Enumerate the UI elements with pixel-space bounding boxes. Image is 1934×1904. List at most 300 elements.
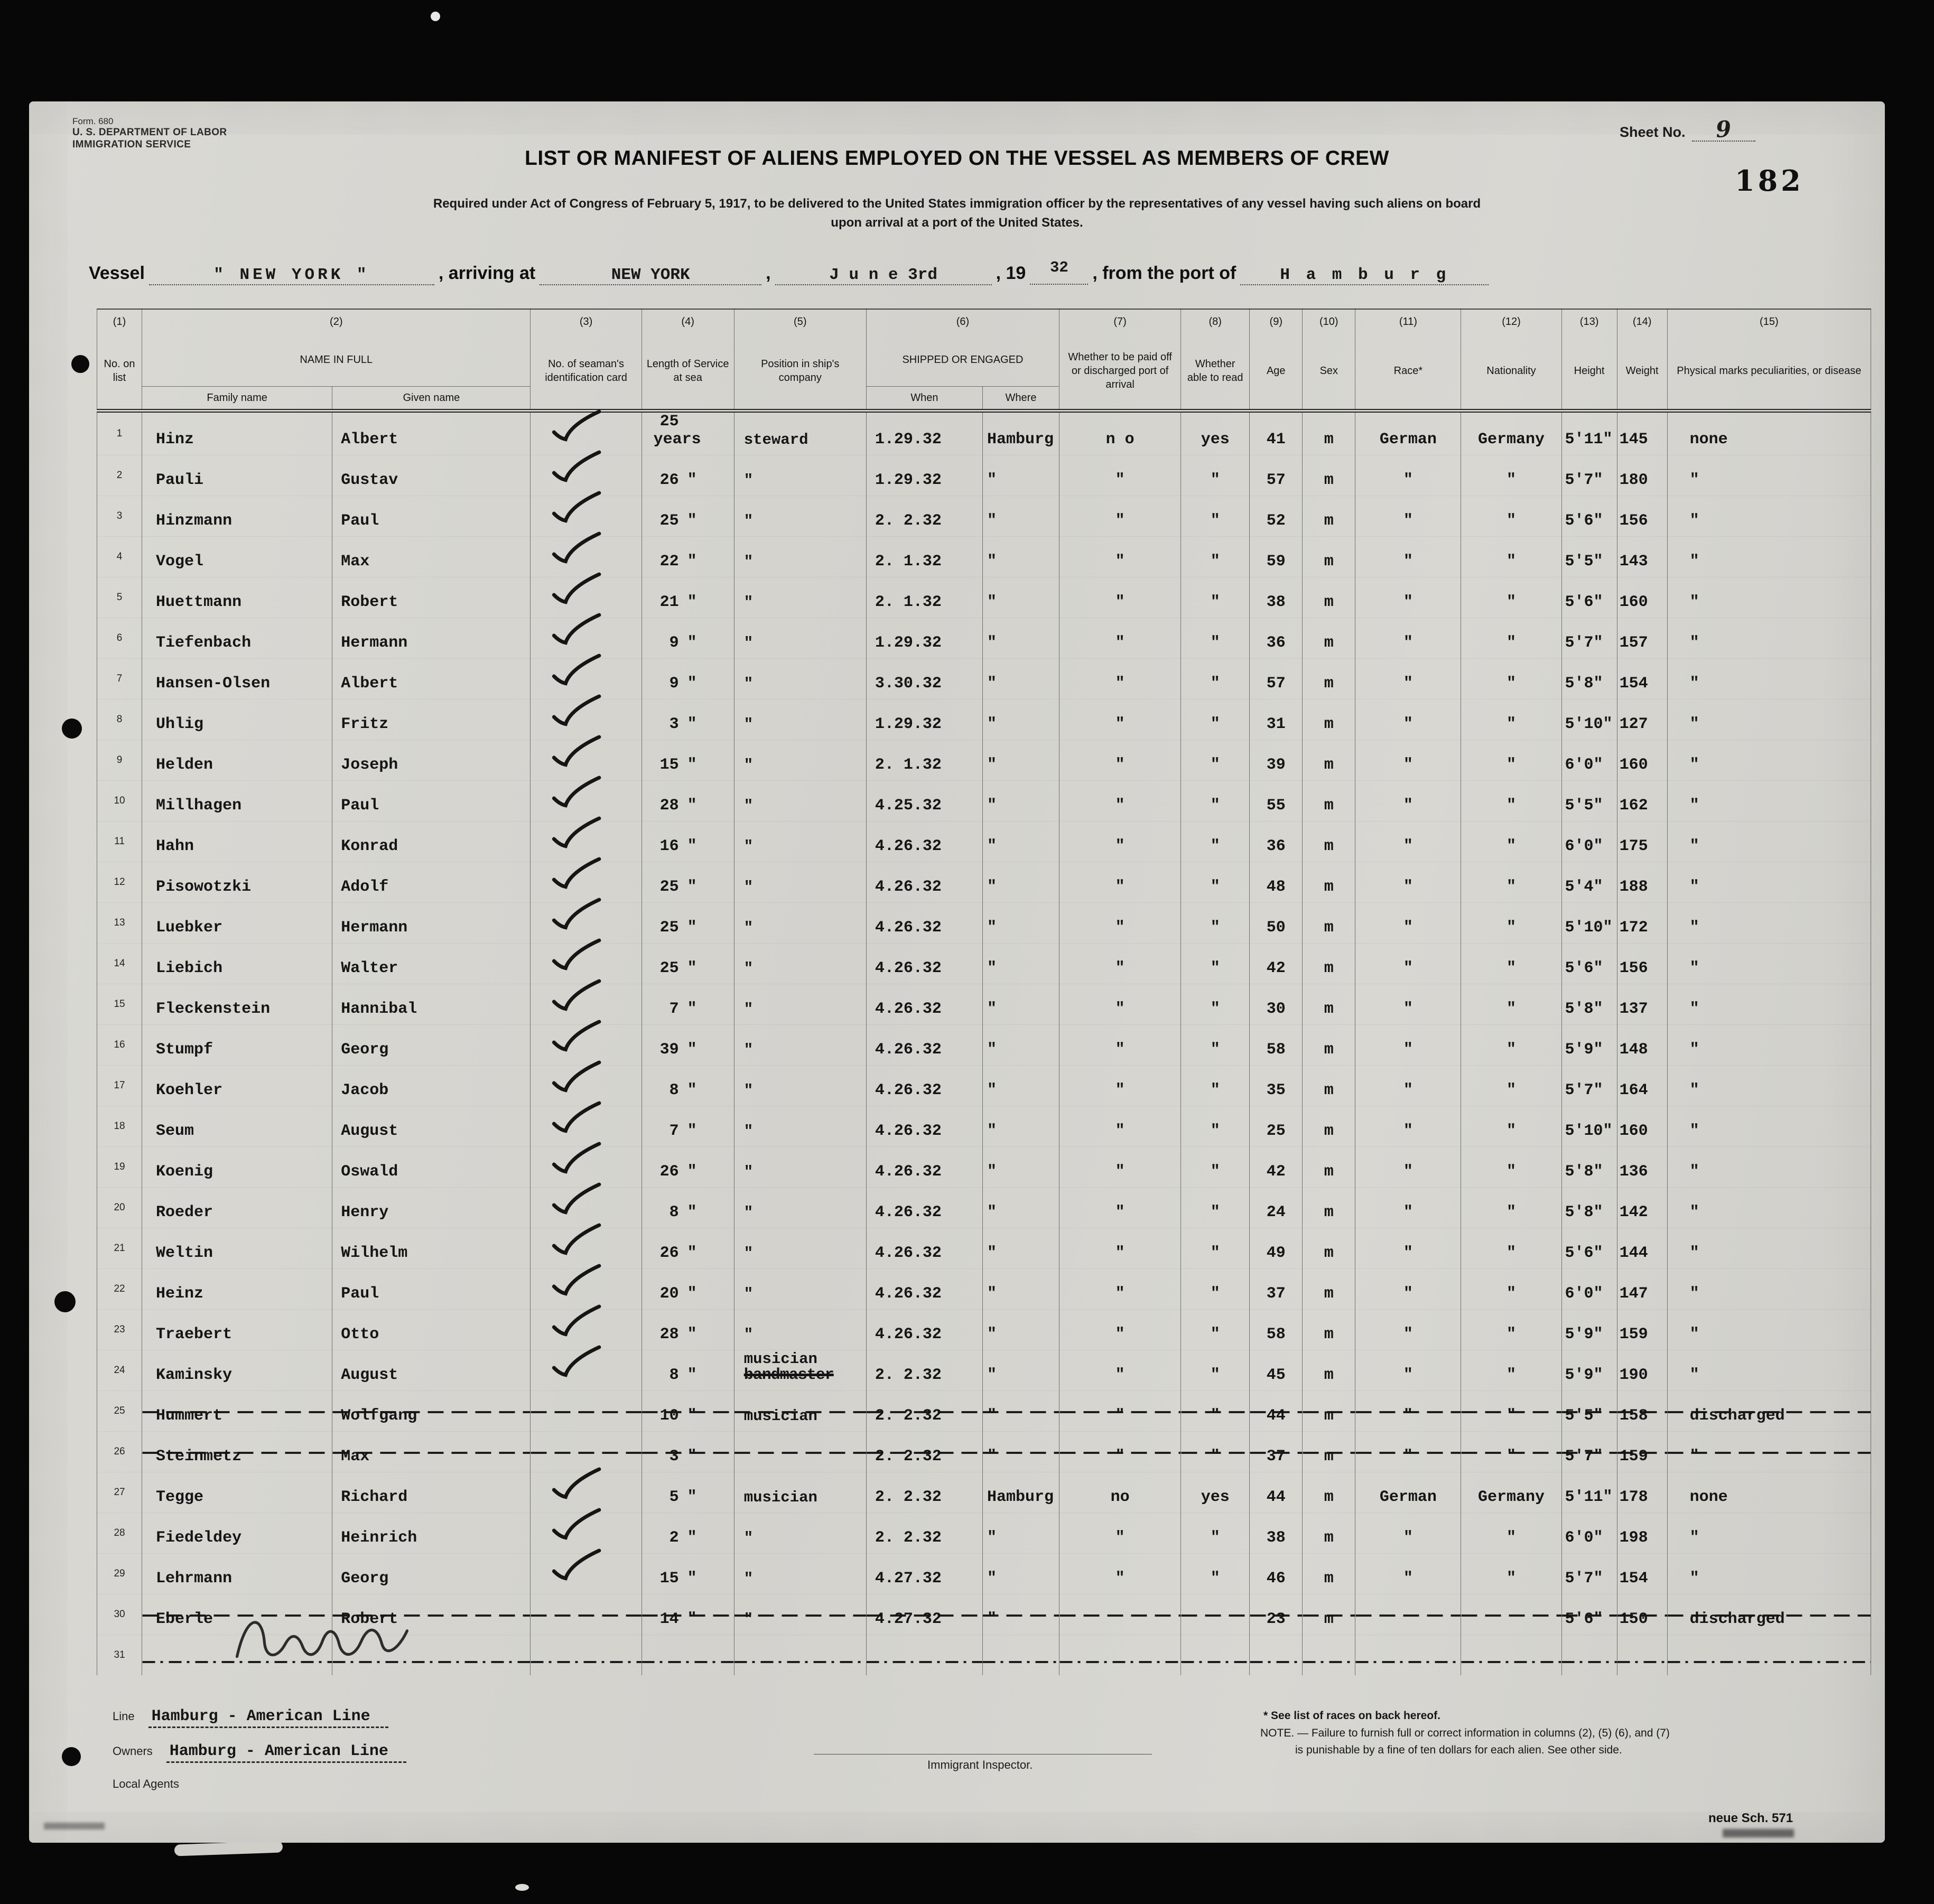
cell (97, 1268, 142, 1309)
cell (1059, 1106, 1181, 1146)
cell-paid: " (1115, 837, 1125, 855)
cell (332, 577, 531, 618)
cell (1617, 1431, 1667, 1472)
cell-race: " (1403, 1203, 1413, 1221)
cell (97, 902, 142, 943)
cell (97, 943, 142, 984)
cell (97, 1390, 142, 1431)
cell-sex: m (1324, 1162, 1334, 1181)
col-num-1: (1) (97, 309, 142, 333)
cell (1181, 410, 1250, 455)
cell (1667, 1553, 1871, 1594)
cell (1461, 1309, 1561, 1350)
cell-no: 31 (114, 1649, 125, 1660)
cell-no: 18 (114, 1120, 125, 1132)
cell (1250, 1268, 1303, 1309)
cell (1617, 1268, 1667, 1309)
cell (142, 1309, 332, 1350)
cell (1059, 455, 1181, 496)
cell (641, 1309, 734, 1350)
cell-height: 5'5" (1565, 796, 1603, 815)
cell-marks: " (1689, 552, 1699, 571)
table-row (97, 1187, 1871, 1228)
cell (734, 1635, 866, 1675)
cell (332, 1390, 531, 1431)
col-num-5: (5) (734, 309, 866, 333)
cell (1667, 496, 1871, 536)
cell (641, 1635, 734, 1675)
cell (531, 1065, 641, 1106)
table-row (97, 1228, 1871, 1268)
cell-paid: " (1115, 878, 1125, 896)
cell (1617, 577, 1667, 618)
cell-where: " (987, 959, 997, 977)
cell (1303, 780, 1355, 821)
cell-read: " (1210, 552, 1220, 571)
cell (332, 821, 531, 862)
cell (332, 1146, 531, 1187)
cell (641, 1106, 734, 1146)
table-row (97, 1553, 1871, 1594)
cell-nationality: " (1506, 1162, 1516, 1181)
cell-paid: " (1115, 1528, 1125, 1547)
cell (641, 1268, 734, 1309)
cell-service-unit: " (687, 1081, 697, 1099)
checkmark-icon (550, 1546, 605, 1588)
cell (1181, 1594, 1250, 1635)
cell-position-main: " (743, 838, 754, 856)
cell (1059, 1268, 1181, 1309)
cell (1181, 536, 1250, 577)
cell-sex: m (1324, 1528, 1334, 1547)
vessel-name-blank (149, 266, 434, 285)
col-header-no-on-list: No. on list (97, 333, 142, 410)
cell (97, 1228, 142, 1268)
cell-when: 2. 1.32 (875, 593, 942, 611)
cell (1303, 455, 1355, 496)
sheet-number-handwritten: 9 (1715, 116, 1732, 143)
cell-age: 24 (1266, 1203, 1286, 1221)
penalty-note-line-1: NOTE. — Failure to furnish full or correct information in columns (2), (5) (6), and (7) (1260, 1726, 1670, 1739)
cell (866, 943, 982, 984)
cell (1250, 1146, 1303, 1187)
checkmark-icon (550, 570, 605, 612)
cell (1561, 1635, 1617, 1675)
cell (1303, 1635, 1355, 1675)
page-title: LIST OR MANIFEST OF ALIENS EMPLOYED ON THE VESSEL AS MEMBERS OF CREW (525, 147, 1389, 170)
cell-height: 5'6" (1565, 593, 1603, 611)
cell (866, 1553, 982, 1594)
cell-height: 5'11" (1565, 1488, 1613, 1506)
cell (866, 658, 982, 699)
cell-given: Joseph (341, 755, 398, 774)
cell (332, 1065, 531, 1106)
cell (332, 780, 531, 821)
cell-age: 45 (1266, 1366, 1286, 1384)
cell-height: 5'4" (1565, 878, 1603, 896)
cell (1181, 780, 1250, 821)
cell (97, 618, 142, 658)
cell (1461, 1146, 1561, 1187)
cell (641, 862, 734, 902)
cell-no: 7 (116, 673, 123, 684)
cell (734, 410, 866, 455)
cell-read: " (1210, 1528, 1220, 1547)
cell (1561, 1594, 1617, 1635)
cell-marks: " (1689, 755, 1699, 774)
cell-when: 4.26.32 (875, 1244, 942, 1262)
cell-age: 42 (1266, 959, 1286, 977)
cell-weight: 137 (1619, 1000, 1648, 1018)
cell (1667, 902, 1871, 943)
cell-nationality: " (1506, 1447, 1516, 1466)
cell (97, 1106, 142, 1146)
cell-where: " (987, 755, 997, 774)
cell (1250, 410, 1303, 455)
cell-read: " (1210, 1040, 1220, 1059)
cell-age: 39 (1266, 755, 1286, 774)
cell-marks: " (1689, 1040, 1699, 1059)
cell-when: 4.26.32 (875, 1284, 942, 1303)
cell (641, 1065, 734, 1106)
cell (142, 1431, 332, 1472)
cell-service-unit: " (687, 1447, 697, 1466)
cell (1181, 984, 1250, 1024)
cell (641, 618, 734, 658)
cell-read: " (1210, 755, 1220, 774)
cell (1355, 984, 1461, 1024)
cell-family: Liebich (156, 959, 223, 977)
cell (332, 1106, 531, 1146)
cell-service-unit: " (687, 959, 697, 977)
cell-read: " (1210, 633, 1220, 652)
cell-weight: 157 (1619, 633, 1648, 652)
cell (1355, 1146, 1461, 1187)
cell-where: Hamburg (987, 430, 1054, 449)
cell-read: " (1210, 1000, 1220, 1018)
cell-no: 29 (114, 1567, 125, 1579)
cell-when: 4.26.32 (875, 959, 942, 977)
cell-weight: 178 (1619, 1488, 1648, 1506)
cell (1355, 658, 1461, 699)
punch-hole (62, 718, 82, 739)
cell (982, 1390, 1059, 1431)
line-value: Hamburg - American Line (148, 1707, 388, 1728)
cell (531, 902, 641, 943)
cell-service-unit: " (687, 1000, 697, 1018)
cell-nationality: " (1506, 1081, 1516, 1099)
col-num-3: (3) (531, 309, 641, 333)
cell (866, 1350, 982, 1390)
cell-nationality: " (1506, 1569, 1516, 1588)
cell-nationality: " (1506, 1040, 1516, 1059)
cell (142, 1146, 332, 1187)
table-row (97, 740, 1871, 780)
table-row (97, 1513, 1871, 1553)
cell-paid: " (1115, 959, 1125, 977)
cell (142, 1024, 332, 1065)
cell-position-main: " (743, 675, 754, 693)
cell-race: " (1403, 593, 1413, 611)
cell (1250, 1553, 1303, 1594)
cell-read: " (1210, 878, 1220, 896)
cell (332, 1472, 531, 1513)
cell-position-main: " (743, 1326, 754, 1344)
cell (142, 984, 332, 1024)
cell-position-main: " (743, 960, 754, 978)
cell-given: Fritz (341, 715, 389, 733)
cell-when: 4.26.32 (875, 1081, 942, 1099)
cell (734, 1431, 866, 1472)
cell (1667, 1309, 1871, 1350)
cell (982, 1553, 1059, 1594)
cell-family: Hinz (156, 430, 194, 449)
checkmark-icon (550, 692, 605, 734)
cell (531, 1309, 641, 1350)
cell (1059, 902, 1181, 943)
cell-no: 12 (114, 876, 125, 888)
cell-service-unit: " (687, 796, 697, 815)
cell-age: 30 (1266, 1000, 1286, 1018)
cell (982, 862, 1059, 902)
table-row (97, 410, 1871, 455)
cell-read: " (1210, 1162, 1220, 1181)
cell-marks: " (1689, 1528, 1699, 1547)
cell-weight: 136 (1619, 1162, 1648, 1181)
cell-paid: " (1115, 1569, 1125, 1588)
cell-height: 6'0" (1565, 1284, 1603, 1303)
cell-family: Millhagen (156, 796, 242, 815)
cell (1303, 740, 1355, 780)
cell-paid: " (1115, 796, 1125, 815)
cell-read: " (1210, 715, 1220, 733)
cell (1617, 902, 1667, 943)
cell (1461, 1268, 1561, 1309)
cell (1250, 1390, 1303, 1431)
cell (982, 1431, 1059, 1472)
cell (531, 1472, 641, 1513)
cell-age: 55 (1266, 796, 1286, 815)
cell (1303, 577, 1355, 618)
col-header-length-of-service: Length of Service at sea (641, 333, 734, 410)
cell-sex: m (1324, 837, 1334, 855)
cell-height: 5'8" (1565, 674, 1603, 693)
cell-sex: m (1324, 918, 1334, 937)
col-num-10: (10) (1303, 309, 1355, 333)
cell-service: 26 (659, 1162, 679, 1181)
cell-given: Paul (341, 796, 379, 815)
cell (1059, 536, 1181, 577)
cell (1250, 1187, 1303, 1228)
cell-marks: " (1689, 511, 1699, 530)
cell-nationality: " (1506, 1528, 1516, 1547)
cell (734, 1594, 866, 1635)
cell-service: 25 (659, 918, 679, 937)
cell-paid: " (1115, 1447, 1125, 1466)
cell-service-unit: " (687, 1488, 697, 1506)
cell-marks: none (1689, 1488, 1728, 1506)
cell (1059, 1553, 1181, 1594)
cell-marks: none (1689, 430, 1728, 449)
cell (1059, 1187, 1181, 1228)
cell (1059, 1390, 1181, 1431)
cell-age: 31 (1266, 715, 1286, 733)
cell (734, 618, 866, 658)
table-row (97, 780, 1871, 821)
cell-where: " (987, 633, 997, 652)
cell-when: 4.26.32 (875, 1000, 942, 1018)
cell-service-unit: " (687, 552, 697, 571)
col-header-height: Height (1561, 333, 1617, 410)
cell-marks: " (1689, 1203, 1699, 1221)
cell (641, 410, 734, 455)
cell-service: 21 (659, 593, 679, 611)
cell (1461, 943, 1561, 984)
cell-given: Hannibal (341, 1000, 417, 1018)
cell-weight: 147 (1619, 1284, 1648, 1303)
cell (531, 1146, 641, 1187)
cell (97, 1635, 142, 1675)
cell (734, 1472, 866, 1513)
cell (531, 1431, 641, 1472)
cell-no: 10 (114, 795, 125, 806)
cell-read: " (1210, 796, 1220, 815)
cell (1250, 1228, 1303, 1268)
cell-height: 5'7" (1565, 1081, 1603, 1099)
cell-service: 15 (659, 755, 679, 774)
col-header-id-card: No. of seaman's identification card (531, 333, 641, 410)
cell-age: 37 (1266, 1447, 1286, 1466)
cell (1461, 699, 1561, 740)
cell (142, 740, 332, 780)
cell (332, 658, 531, 699)
cell (734, 1146, 866, 1187)
cell-no: 3 (116, 510, 123, 521)
cell (641, 577, 734, 618)
cell (1617, 821, 1667, 862)
cell (866, 455, 982, 496)
cell-given: Oswald (341, 1162, 398, 1181)
cell-where: Hamburg (987, 1488, 1054, 1506)
col-header-race: Race* (1355, 333, 1461, 410)
cell (1303, 902, 1355, 943)
cell-marks: " (1689, 959, 1699, 977)
cell (866, 536, 982, 577)
cell (1561, 1350, 1617, 1390)
owners-value: Hamburg - American Line (166, 1742, 406, 1763)
cell-given: Jacob (341, 1081, 389, 1099)
cell-no: 28 (114, 1527, 125, 1538)
cell-sex: m (1324, 633, 1334, 652)
cell (1461, 862, 1561, 902)
cell-height: 5'8" (1565, 1000, 1603, 1018)
cell-given: Wolfgang (341, 1406, 417, 1425)
cell-marks: " (1689, 878, 1699, 896)
cell-position-main: musician (743, 1350, 817, 1368)
cell-position-main: " (743, 757, 754, 774)
cell-race: " (1403, 1406, 1413, 1425)
cell (1181, 1553, 1250, 1594)
cell (97, 1187, 142, 1228)
cell-no: 6 (116, 632, 123, 643)
cell (1181, 699, 1250, 740)
cell-where: " (987, 1406, 997, 1425)
cell-no: 24 (114, 1364, 125, 1376)
cell (531, 780, 641, 821)
cell-position-main: " (743, 1163, 754, 1181)
cell (1561, 1268, 1617, 1309)
cell (142, 455, 332, 496)
cell (531, 821, 641, 862)
cell-service-unit: " (687, 1325, 697, 1343)
cell (97, 658, 142, 699)
cell (1250, 821, 1303, 862)
cell (1250, 658, 1303, 699)
cell-read: " (1210, 1203, 1220, 1221)
cell-marks: " (1689, 1000, 1699, 1018)
cell (982, 1187, 1059, 1228)
cell-family: Hahn (156, 837, 194, 855)
cell-paid: " (1115, 918, 1125, 937)
cell (1561, 1146, 1617, 1187)
cell (734, 1350, 866, 1390)
cell-nationality: " (1506, 878, 1516, 896)
cell (332, 1513, 531, 1553)
cell-weight: 180 (1619, 471, 1648, 489)
cell-height: 5'7" (1565, 1569, 1603, 1588)
cell-weight: 175 (1619, 837, 1648, 855)
cell (1355, 536, 1461, 577)
cell-given: Adolf (341, 878, 389, 896)
cell (866, 862, 982, 902)
table-row (97, 943, 1871, 984)
cell (142, 1106, 332, 1146)
cell (641, 1350, 734, 1390)
cell (142, 577, 332, 618)
cell (734, 536, 866, 577)
scan-speck (431, 12, 440, 21)
cell-family: Helden (156, 755, 213, 774)
cell (97, 496, 142, 536)
cell (1667, 658, 1871, 699)
cell (1667, 780, 1871, 821)
cell-no: 5 (116, 591, 123, 603)
cell (1461, 740, 1561, 780)
cell-marks: " (1689, 918, 1699, 937)
races-footnote: * See list of races on back hereof. (1263, 1710, 1440, 1722)
cell-where: " (987, 1203, 997, 1221)
cell-service-unit: " (687, 633, 697, 652)
cell (1667, 1106, 1871, 1146)
cell (1181, 618, 1250, 658)
cell-race: " (1403, 1569, 1413, 1588)
cell (1355, 1553, 1461, 1594)
cell-where: " (987, 511, 997, 530)
cell (1250, 455, 1303, 496)
cell (142, 902, 332, 943)
cell (1561, 577, 1617, 618)
cell (332, 1228, 531, 1268)
cell-service: 8 (669, 1081, 679, 1099)
cell-when: 4.25.32 (875, 796, 942, 815)
cell-read: " (1210, 1366, 1220, 1384)
cell-service-unit: " (687, 715, 697, 733)
cell-position-main: " (743, 1611, 754, 1629)
cell-when: 2. 1.32 (875, 552, 942, 571)
cell-when: 4.26.32 (875, 1325, 942, 1343)
subheader-where: Where (982, 386, 1059, 410)
cell (1561, 1309, 1617, 1350)
